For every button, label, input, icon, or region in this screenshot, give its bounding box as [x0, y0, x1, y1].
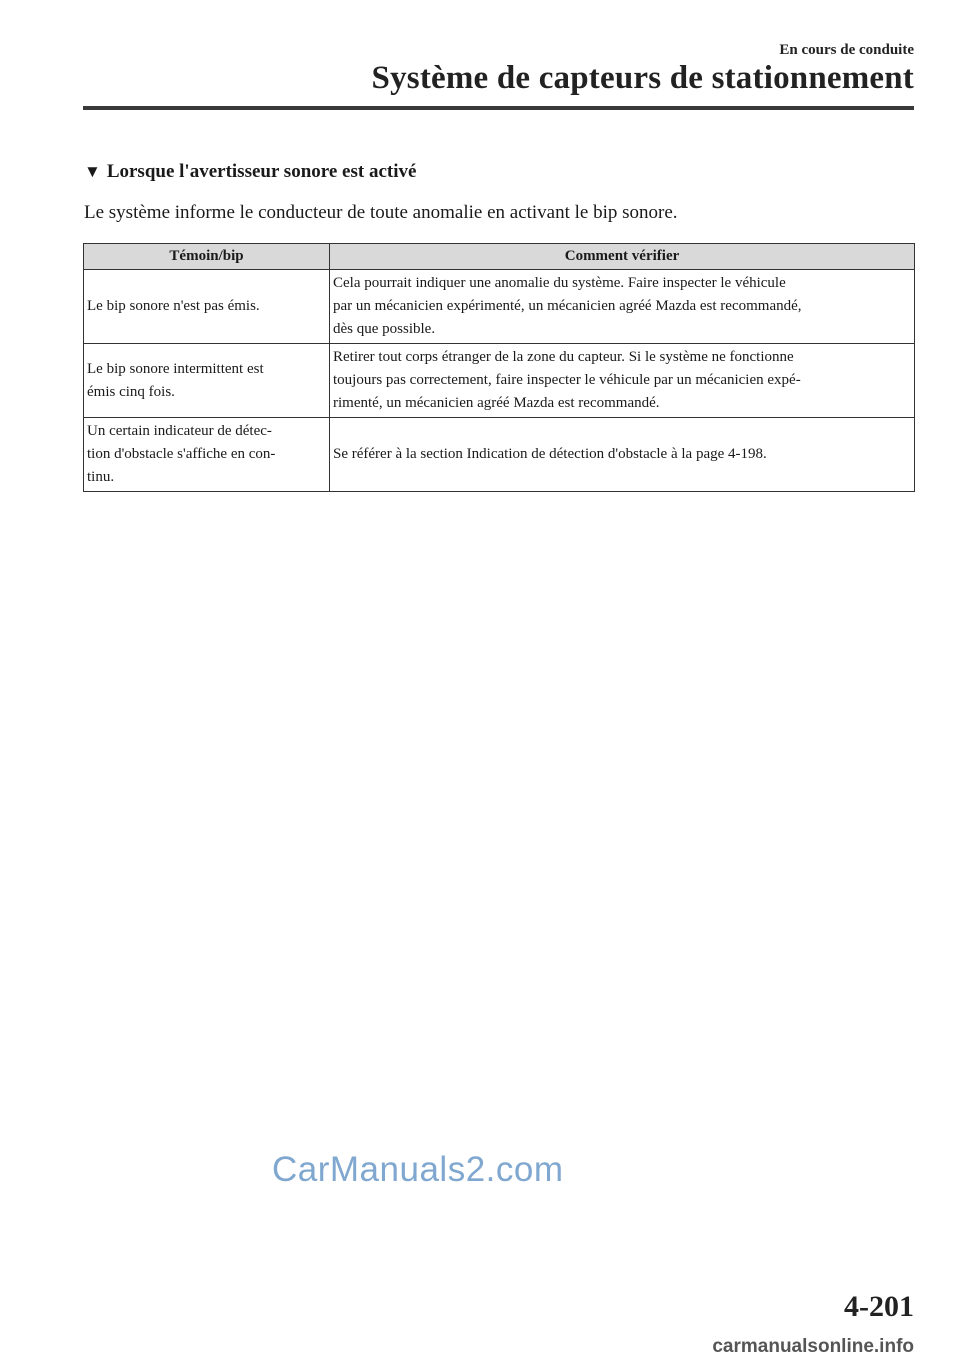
triangle-marker-icon: ▼	[84, 162, 101, 181]
cell-line: rimenté, un mécanicien agréé Mazda est recommandé.	[333, 395, 660, 411]
table-header-row	[84, 244, 915, 270]
column-header-check: Comment vérifier	[330, 244, 915, 270]
check-cell	[330, 270, 915, 344]
header-subtitle: En cours de conduite	[779, 42, 914, 58]
footer-site-text: carmanualsonline.info	[712, 1336, 914, 1357]
cell-line: toujours pas correctement, faire inspecter le véhicule par un mécanicien expé-	[333, 372, 801, 388]
indicator-cell	[84, 344, 330, 418]
table-row	[84, 344, 915, 418]
indicator-cell	[84, 270, 330, 344]
page-number: 4-201	[844, 1290, 914, 1323]
cell-line: tion d'obstacle s'affiche en con-	[87, 446, 276, 462]
check-cell	[330, 344, 915, 418]
check-cell	[330, 418, 915, 492]
cell-line: Retirer tout corps étranger de la zone du capteur. Si le système ne fonctionne	[333, 349, 794, 365]
watermark-logo: CarManuals2.com	[272, 1150, 564, 1189]
cell-line: par un mécanicien expérimenté, un mécanicien agréé Mazda est recommandé,	[333, 298, 802, 314]
cell-line: Se référer à la section Indication de détection d'obstacle à la page 4-198.	[333, 446, 767, 462]
cell-line: émis cinq fois.	[87, 383, 175, 400]
page-title: Système de capteurs de stationnement	[371, 60, 914, 96]
table-row	[84, 418, 915, 492]
section-heading-text: Lorsque l'avertisseur sonore est activé	[106, 161, 417, 182]
intro-paragraph: Le système informe le conducteur de toute anomalie en activant le bip sonore.	[84, 202, 678, 223]
indicator-cell	[84, 418, 330, 492]
column-header-indicator: Témoin/bip	[84, 244, 330, 270]
header-rule	[83, 106, 914, 110]
cell-line: tinu.	[87, 469, 115, 485]
cell-line: Un certain indicateur de détec-	[87, 423, 272, 439]
warning-table	[83, 243, 915, 492]
cell-line: Le bip sonore n'est pas émis.	[87, 298, 260, 314]
cell-line: dès que possible.	[333, 321, 436, 337]
cell-line: Cela pourrait indiquer une anomalie du système. Faire inspecter le véhicule	[333, 275, 786, 291]
table-row	[84, 270, 915, 344]
cell-line: Le bip sonore intermittent est	[87, 360, 264, 377]
section-heading	[84, 161, 416, 183]
